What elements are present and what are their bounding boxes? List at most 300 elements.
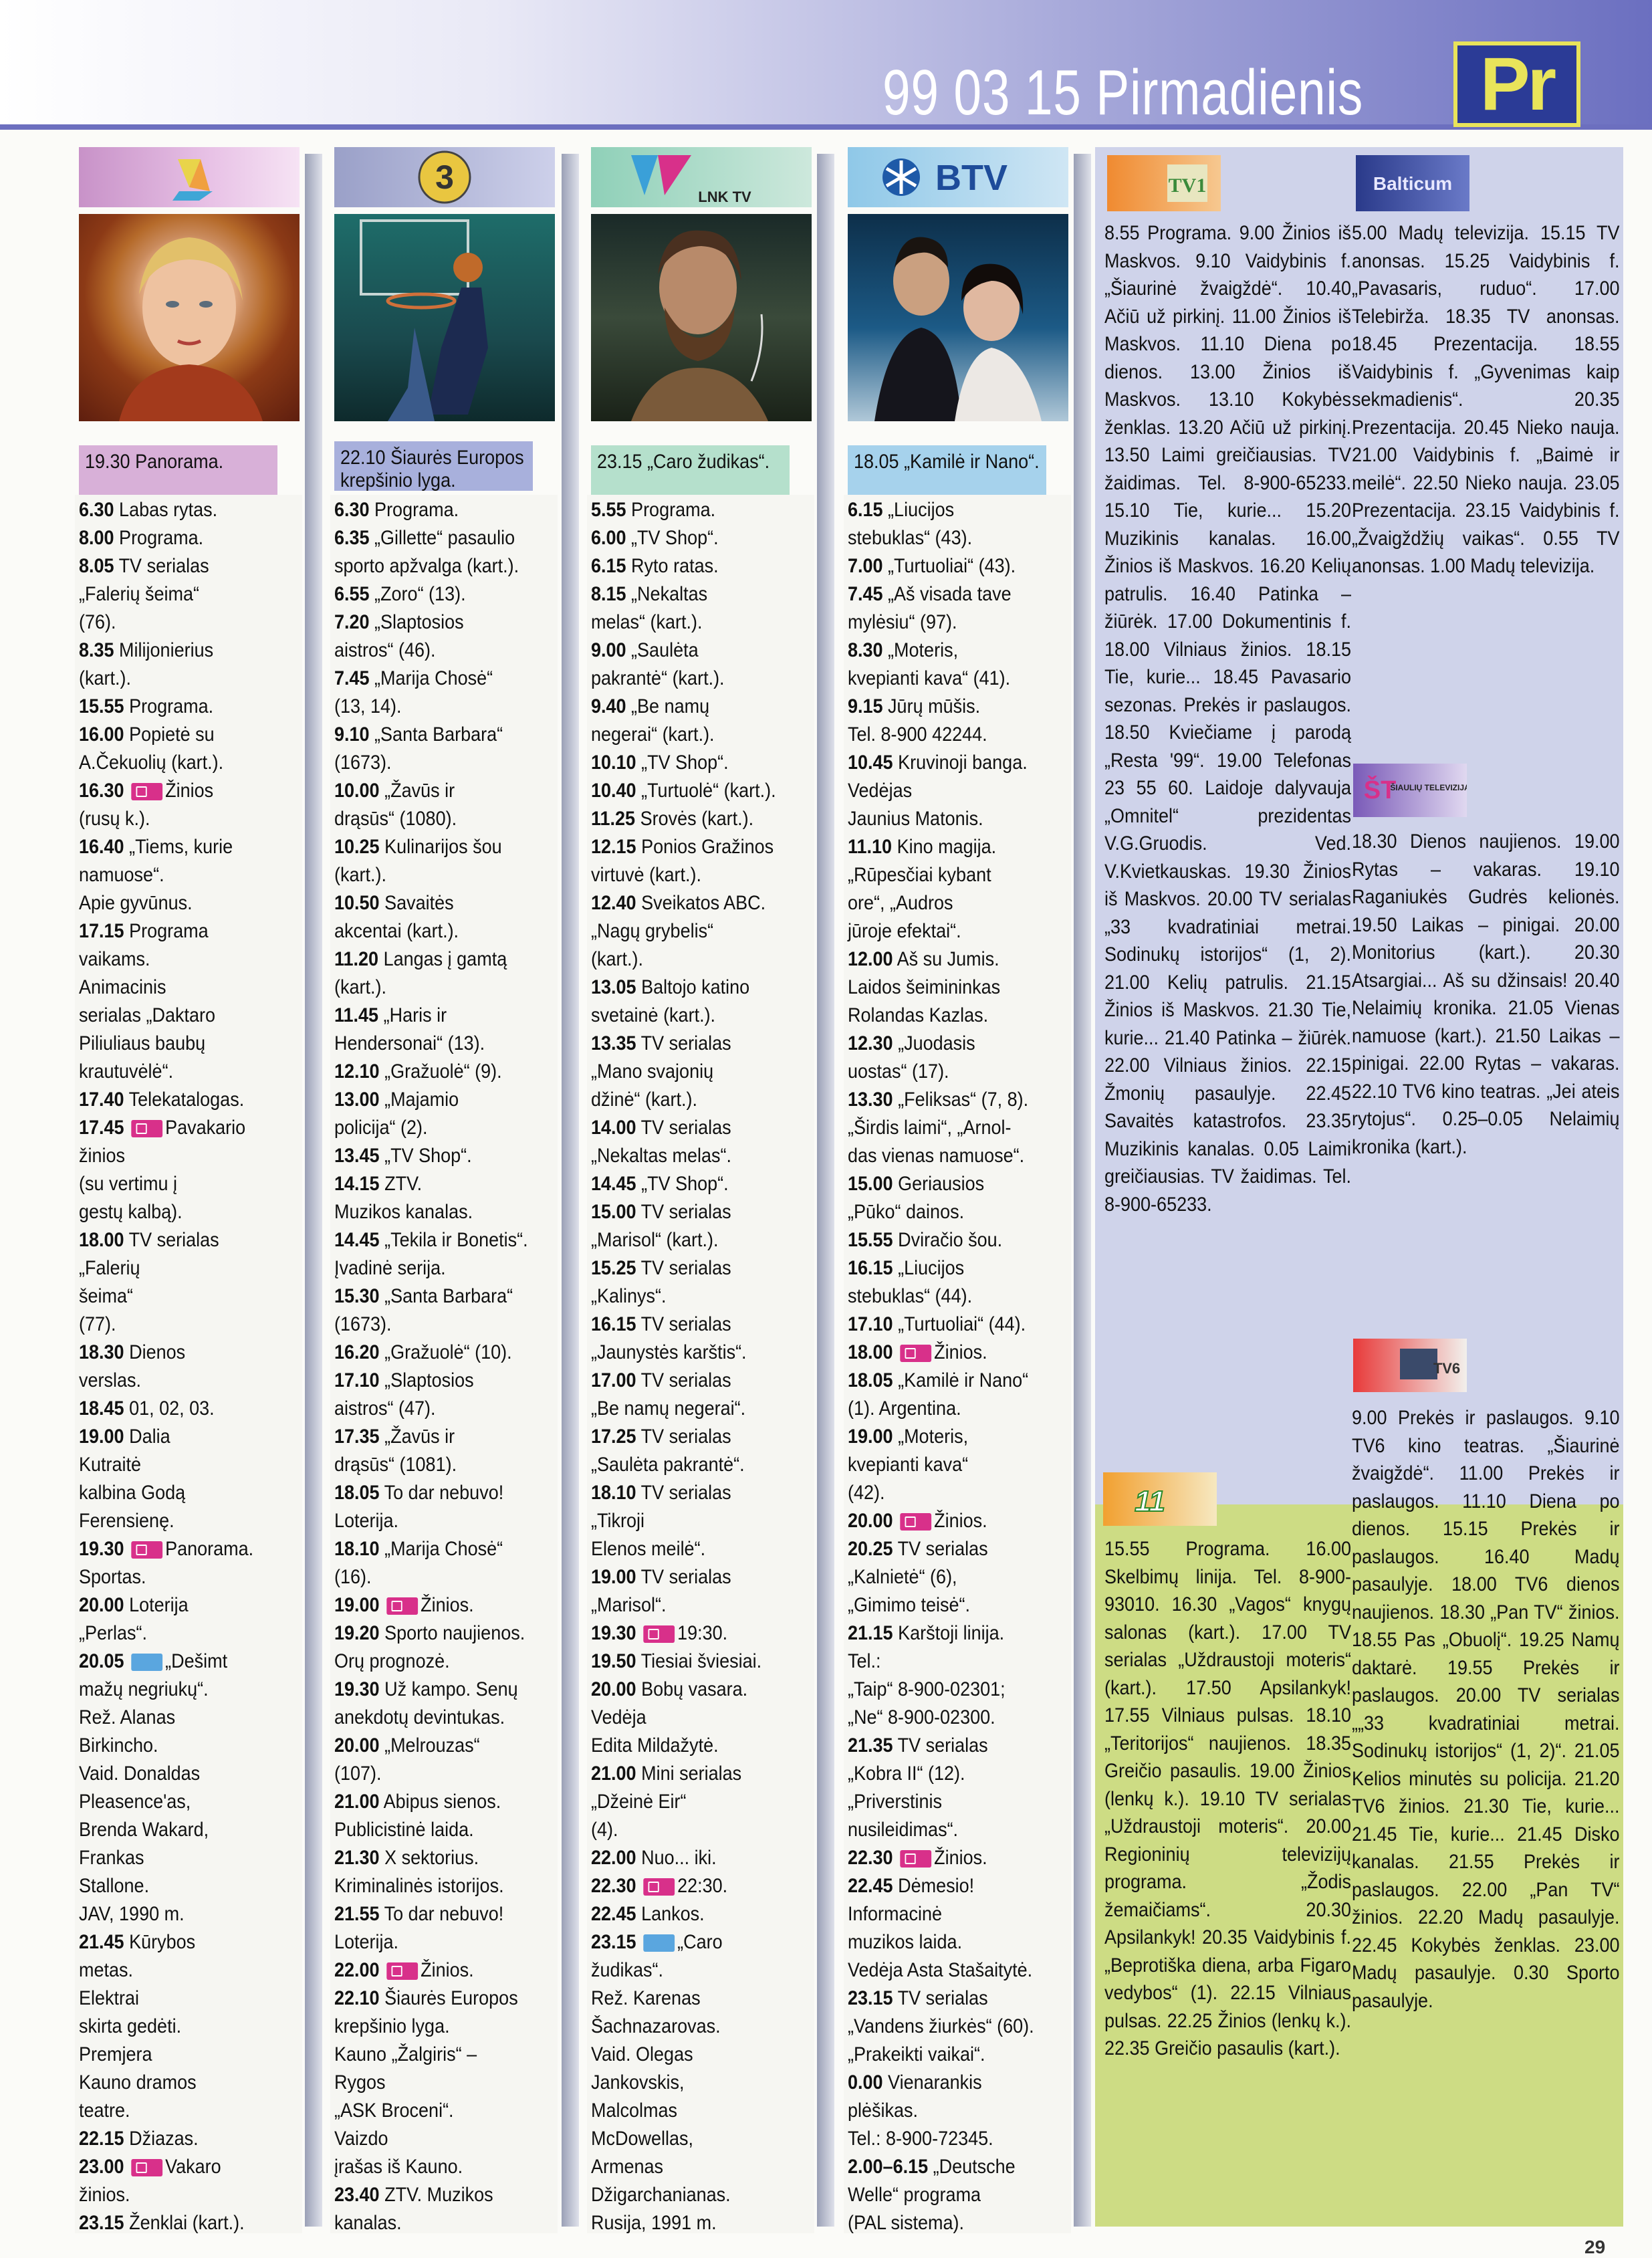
schedule-entry [591, 1619, 814, 1648]
entry-title: ZTV. Muzikos kanalas. [334, 1173, 473, 1223]
schedule-entry [591, 833, 814, 889]
siauliu-tv-logo [1353, 764, 1467, 817]
svg-text:TV1: TV1 [1168, 175, 1207, 197]
news-tv-icon [644, 1878, 675, 1896]
schedule-entry [334, 1339, 557, 1367]
entry-time: 23.15 [79, 2212, 124, 2234]
entry-time: 20.05 [79, 1650, 124, 1672]
schedule-entry [591, 1928, 814, 2237]
entry-time: 17.10 [334, 1369, 380, 1391]
entry-time: 22.45 [848, 1875, 893, 1897]
schedule-entry [848, 1535, 1070, 1619]
schedule-entry [591, 1872, 814, 1900]
entry-time: 19.00 [591, 1566, 636, 1588]
schedule-entry [79, 777, 296, 833]
schedule-entry [334, 1367, 557, 1423]
schedule-entry [334, 1226, 557, 1282]
news-tv-icon [132, 1541, 163, 1559]
schedule-entry [848, 1339, 1070, 1367]
film-icon [644, 1934, 675, 1952]
entry-title: „TV Shop“. [631, 527, 719, 549]
schedule-entry [848, 1367, 1070, 1423]
entry-title: TV serialas „Jaunystės karštis“. [591, 1313, 747, 1363]
svg-text:ŠT: ŠT [1363, 776, 1397, 804]
entry-time: 6.15 [848, 499, 883, 521]
entry-title: „Dešimt mažų negriukų“. Rež. Alanas Birkincho. Vaid. Donaldas Pleasence'as, Brenda Wakard, Frankas Stallone. JAV, 1990 m. [79, 1650, 228, 1925]
entry-title: Tiesiai šviesiai. [640, 1650, 762, 1672]
entry-time: 13.30 [848, 1089, 893, 1111]
entry-time: 9.15 [848, 695, 883, 717]
entry-title: Kūrybos metas. Elektrai skirta gedėti. Premjera Kauno dramos teatre. [79, 1931, 197, 2122]
entry-time: 10.25 [334, 836, 380, 858]
schedule-entry [591, 496, 814, 524]
entry-title: Žinios. [934, 1341, 987, 1363]
tv1-logo [1107, 155, 1221, 211]
entry-time: 6.55 [334, 583, 370, 605]
lnk-caption: 23.15 „Caro žudikas“. [591, 445, 790, 495]
entry-title: Dviračio šou. [898, 1229, 1003, 1251]
schedule-entry [334, 1788, 557, 1844]
entry-time: 14.00 [591, 1117, 636, 1139]
entry-title: Programa vaikams. Animacinis serialas „Daktaro Piliuliaus baubų krautuvėlė“. [79, 920, 216, 1083]
portrait-image [79, 214, 300, 421]
entry-time: 21.00 [591, 1763, 636, 1785]
news-tv-icon [644, 1625, 675, 1643]
header-band [0, 0, 1652, 127]
schedule-entry [848, 945, 1070, 1030]
entry-time: 19.50 [591, 1650, 636, 1672]
entry-title: Pavakario žinios (su vertimu į gestų kalbą). [79, 1117, 246, 1223]
tv3-photo [334, 214, 555, 421]
entry-time: 19.30 [79, 1538, 124, 1560]
entry-title: „Turtuolė“ (kart.). [641, 780, 776, 802]
entry-title: Žinios. [421, 1594, 474, 1616]
entry-time: 13.45 [334, 1145, 380, 1167]
entry-title: Popietė su A.Čekuolių (kart.). [79, 723, 224, 774]
entry-title: Sporto naujienos. Orų prognozė. [334, 1622, 525, 1672]
schedule-entry [591, 1198, 814, 1254]
entry-time: 22.15 [79, 2128, 124, 2150]
entry-title: Geriausios „Pūko“ dainos. [848, 1173, 985, 1223]
weekday-badge: Pr [1453, 41, 1580, 127]
entry-time: 8.35 [79, 639, 114, 661]
btv-caption: 18.05 „Kamilė ir Nano“. [848, 445, 1046, 495]
entry-time: 12.00 [848, 948, 893, 970]
entry-time: 7.45 [334, 667, 370, 689]
schedule-entry [334, 1732, 557, 1788]
entry-time: 18.00 [848, 1341, 893, 1363]
schedule-entry [334, 945, 557, 1002]
entry-time: 16.20 [334, 1341, 380, 1363]
entry-title: TV serialas „Kalnietė“ (6), „Gimimo teisė“. [848, 1538, 988, 1616]
entry-title: Nuo... iki. [641, 1847, 717, 1869]
entry-title: Žinios. [934, 1847, 987, 1869]
entry-title: Dėmesio! Informacinė muzikos laida. Vedėja Asta Stašaitytė. [848, 1875, 1033, 1981]
entry-title: Žinios (rusų k.). [79, 780, 214, 830]
entry-title: „Santa Barbara“ (1673). [334, 723, 503, 774]
schedule-entry [79, 2209, 296, 2237]
page-number: 29 [1584, 2237, 1606, 2257]
entry-time: 20.00 [334, 1734, 380, 1757]
schedule-entry [334, 1282, 557, 1339]
schedule-entry [334, 1086, 557, 1142]
entry-title: Baltojo katino svetainė (kart.). [591, 976, 750, 1026]
tv3-caption: 22.10 Šiaurės Europos krepšinio lyga. [334, 441, 533, 491]
entry-title: „Santa Barbara“ (1673). [334, 1285, 513, 1335]
entry-time: 23.15 [591, 1931, 636, 1953]
schedule-entry [591, 1114, 814, 1170]
entry-time: 17.15 [79, 920, 124, 942]
schedule-entry [334, 721, 557, 777]
schedule-entry [334, 777, 557, 833]
entry-time: 23.00 [79, 2156, 124, 2178]
schedule-entry [79, 1395, 296, 1423]
entry-time: 14.45 [591, 1173, 636, 1195]
news-tv-icon [132, 2159, 163, 2176]
schedule-entry [334, 1900, 557, 1956]
schedule-entry [334, 496, 557, 524]
schedule-entry [79, 1928, 296, 2125]
entry-time: 17.10 [848, 1313, 893, 1335]
entry-time: 19.00 [334, 1594, 380, 1616]
page-date-title: 99 03 15 Pirmadienis [882, 57, 1364, 128]
schedule-entry [79, 1591, 296, 1648]
entry-time: 12.10 [334, 1060, 380, 1083]
entry-time: 13.00 [334, 1089, 380, 1111]
balticum-logo [1356, 155, 1469, 211]
schedule-entry [848, 1619, 1070, 1732]
schedule-entry [79, 1423, 296, 1535]
entry-title: Džiazas. [129, 2128, 199, 2150]
entry-time: 15.30 [334, 1285, 380, 1307]
entry-title: Jūrų mūšis. Tel. 8-900 42244. [848, 695, 987, 746]
ltv-caption: 19.30 Panorama. [79, 445, 277, 495]
schedule-entry [334, 1985, 557, 2181]
schedule-entry [334, 1058, 557, 1086]
schedule-entry [334, 1956, 557, 1985]
entry-title: TV serialas „Be namų negerai“. [591, 1369, 746, 1420]
schedule-entry [79, 2125, 296, 2153]
entry-title: TV serialas „Vandens žiurkės“ (60). „Prakeikti vaikai“. [848, 1987, 1034, 2065]
svg-text:BTV: BTV [935, 158, 1008, 198]
entry-title: Ponios Gražinos virtuvė (kart.). [591, 836, 774, 886]
schedule-entry [79, 1086, 296, 1114]
schedule-entry [591, 524, 814, 552]
entry-time: 18.00 [79, 1229, 124, 1251]
entry-time: 21.55 [334, 1903, 380, 1925]
schedule-entry [848, 1226, 1070, 1254]
entry-time: 18.10 [591, 1482, 636, 1504]
balticum-schedule: 5.00 Madų televizija. 15.15 TV anonsas. 15.25 Vaidybinis f. „Pavasaris, ruduo“. 17.00 Telebirža. 18.35 TV anonsas. 18.45 Prezentacija. 18.55 Vaidybinis f. „Gyvenimas kaip sekmadienis“. 20.35 Prezentacija. 20.45 Nieko nauja. 21.00 Vaidybinis f. „Baimė ir meilė“. 22.50 Nieko nauja. 23.05 Prezentacija. 23.15 Vaidybinis f. „Žvaigždžių vaikas“. 0.55 TV anonsas. 1.00 Madų televizija. [1352, 222, 1620, 577]
schedule-entry [334, 889, 557, 945]
entry-title: Programa. [631, 499, 716, 521]
entry-title: ZTV. Muzikos kanalas. [334, 2184, 493, 2234]
entry-title: „TV Shop“. [641, 1173, 729, 1195]
entry-time: 17.40 [79, 1089, 124, 1111]
entry-time: 15.00 [848, 1173, 893, 1195]
entry-time: 11.10 [848, 836, 893, 858]
schedule-entry [848, 1872, 1070, 1985]
schedule-entry [334, 2181, 557, 2237]
entry-time: 7.45 [848, 583, 883, 605]
schedule-entry [79, 833, 296, 917]
schedule-entry [848, 1030, 1070, 1086]
schedule-entry [79, 693, 296, 721]
entry-time: 19.00 [79, 1426, 124, 1448]
entry-title: Kino magija. „Rūpesčiai kybant ore“, „Audros jūroje efektai“. [848, 836, 997, 942]
entry-title: „Zoro“ (13). [374, 583, 466, 605]
entry-time: 22.00 [334, 1959, 380, 1981]
entry-title: TV serialas „Tikroji Elenos meilė“. [591, 1482, 731, 1560]
entry-title: „Slaptosios aistros“ (47). [334, 1369, 474, 1420]
lnk-logo-icon [591, 147, 812, 207]
ltv-schedule [79, 496, 296, 2258]
entry-title: Mini serialas „Džeinė Eir“ (4). [591, 1763, 742, 1841]
entry-time: 16.30 [79, 780, 124, 802]
entry-title: „Gražuolė“ (10). [384, 1341, 512, 1363]
entry-time: 21.15 [848, 1622, 893, 1644]
entry-title: „Gražuolė“ (9). [384, 1060, 502, 1083]
btv-logo-icon [848, 147, 1068, 207]
entry-time: 16.15 [848, 1257, 893, 1279]
entry-title: Programa. [119, 527, 204, 549]
col-divider [562, 154, 579, 2227]
entry-title: „Tiems, kurie namuose“. Apie gyvūnus. [79, 836, 233, 914]
entry-title: X sektorius. Kriminalinės istorijos. [334, 1847, 504, 1897]
news-tv-icon [901, 1850, 932, 1868]
entry-title: „Marija Chosė“ (13, 14). [334, 667, 493, 717]
entry-time: 20.00 [591, 1678, 636, 1700]
col-divider [1074, 154, 1091, 2227]
lnk-logo [591, 147, 812, 207]
entry-title: Bobų vasara. Vedėja Edita Mildažytė. [591, 1678, 748, 1757]
entry-time: 16.00 [79, 723, 124, 746]
entry-title: TV serialas „Kalinys“. [591, 1257, 731, 1307]
entry-title: Vienarankis plėšikas. Tel.: 8-900-72345. [848, 2071, 993, 2150]
entry-time: 17.45 [79, 1117, 124, 1139]
entry-time: 21.45 [79, 1931, 124, 1953]
entry-time: 8.30 [848, 639, 883, 661]
entry-time: 22.30 [848, 1847, 893, 1869]
schedule-entry [848, 580, 1070, 637]
entry-time: 6.15 [591, 555, 626, 577]
schedule-entry [591, 1563, 814, 1619]
schedule-entry [848, 749, 1070, 833]
schedule-entry [591, 1900, 814, 1928]
schedule-entry [591, 1030, 814, 1114]
header-rule [0, 124, 1652, 130]
entry-title: Kulinarijos šou (kart.). [334, 836, 502, 886]
entry-title: TV serialas „Mano svajonių džinė“ (kart.). [591, 1032, 731, 1111]
entry-time: 6.30 [79, 499, 114, 521]
entry-title: To dar nebuvo! Loterija. [334, 1903, 504, 1953]
col-divider [305, 154, 322, 2227]
entry-title: To dar nebuvo! Loterija. [334, 1482, 504, 1532]
schedule-entry [79, 496, 296, 524]
siauliu-schedule: 18.30 Dienos naujienos. 19.00 Rytas – vakaras. 19.10 Raganiukės Gudrės kelionės. 19.50 Laikas – pinigai. 20.00 Monitorius (kart.). 20.30 Atsargiai... Aš su džinsais! 20.40 Nelaimių kronika. 21.05 Vienas namuose (kart.). 21.50 Laikas – pinigai. 22.00 Rytas – vakaras. 22.10 TV6 kino teatras. „Jei ateis rytojus“. 0.25–0.05 Nelaimių kronika (kart.). [1352, 830, 1620, 1158]
entry-title: Savaitės akcentai (kart.). [334, 892, 459, 942]
schedule-entry [79, 637, 296, 693]
entry-title: Telekatalogas. [128, 1089, 245, 1111]
schedule-entry [848, 637, 1070, 693]
tv3-schedule [334, 496, 557, 2258]
entry-title: „Slaptosios aistros“ (46). [334, 611, 464, 661]
schedule-entry [334, 665, 557, 721]
entry-time: 17.35 [334, 1426, 380, 1448]
entry-time: 8.15 [591, 583, 626, 605]
entry-title: „Nekaltas melas“ (kart.). [591, 583, 708, 633]
entry-time: 10.50 [334, 892, 380, 914]
schedule-entry [334, 1844, 557, 1900]
schedule-entry [334, 1142, 557, 1170]
schedule-entry [848, 1254, 1070, 1311]
entry-title: TV serialas „Falerių šeima“ (76). [79, 555, 209, 633]
schedule-entry [848, 693, 1070, 749]
entry-title: Langas į gamtą (kart.). [334, 948, 507, 998]
entry-time: 10.40 [591, 780, 636, 802]
balticum-logo-icon [1356, 155, 1469, 211]
schedule-entry [848, 2153, 1070, 2237]
tv3-logo [334, 147, 555, 207]
entry-time: 8.00 [79, 527, 114, 549]
entry-time: 2.00–6.15 [848, 2156, 929, 2178]
schedule-entry [591, 1311, 814, 1367]
entry-title: TV serialas „Marisol“ (kart.). [591, 1201, 731, 1251]
regional-channels-panel [1095, 147, 1623, 2227]
schedule-entry [591, 1423, 814, 1479]
entry-time: 15.00 [591, 1201, 636, 1223]
entry-time: 19.30 [334, 1678, 380, 1700]
entry-time: 20.00 [79, 1594, 124, 1616]
entry-time: 21.35 [848, 1734, 893, 1757]
entry-time: 22.10 [334, 1987, 380, 2009]
schedule-entry [848, 1311, 1070, 1339]
entry-time: 11.20 [334, 948, 379, 970]
ltv-logo-icon [79, 147, 300, 207]
entry-title: TV serialas „Saulėta pakrantė“. [591, 1426, 745, 1476]
entry-time: 6.35 [334, 527, 370, 549]
schedule-entry [79, 1226, 296, 1339]
ltv-logo [79, 147, 300, 207]
schedule-entry [334, 580, 557, 608]
schedule-entry [591, 749, 814, 777]
entry-time: 15.25 [591, 1257, 636, 1279]
svg-text:ŠIAULIŲ TELEVIZIJA: ŠIAULIŲ TELEVIZIJA [1390, 783, 1467, 792]
entry-time: 19.30 [591, 1622, 636, 1644]
lnk-photo [591, 214, 812, 421]
entry-title: „Kamilė ir Nano“ (1). Argentina. [848, 1369, 1029, 1420]
entry-title: TV serialas „Kobra II“ (12). „Priverstinis nusileidimas“. [848, 1734, 988, 1841]
entry-title: „Žavūs ir drąsūs“ (1081). [334, 1426, 457, 1476]
schedule-entry [334, 1591, 557, 1619]
entry-title: 22:30. [677, 1875, 728, 1897]
tv6-schedule: 9.00 Prekės ir paslaugos. 9.10 TV6 kino teatras. „Šiaurinė žvaigždė“. 11.00 Prekės ir paslaugos. 11.10 Diena po dienos. 15.15 Prekės ir paslaugos. 16.40 Madų pasaulyje. 18.00 TV6 dienos naujienos. 18.30 „Pan TV“ žinios. 18.55 Pas „Obuolį“. 19.25 Namų daktarė. 19.55 Prekės ir paslaugos. 20.00 TV serialas „„33 kvadratiniai metrai. Sodinukų istorijos“ (1, 2)“. 21.05 Kelios minutės su policija. 21.20 TV6 žinios. 21.30 Tie, kurie... 21.45 Tie, kurie... 21.45 Disko kanalas. 21.55 Prekės ir paslaugos. 22.00 „Pan TV“ žinios. 22.20 Madų pasaulyje. 22.45 Kokybės ženklas. 23.00 Madų pasaulyje. 0.30 Sporto pasaulyje. [1352, 1407, 1620, 2012]
entry-title: Programa. [374, 499, 459, 521]
entry-title: Labas rytas. [119, 499, 218, 521]
entry-title: „Aš visada tave mylėsiu“ (97). [848, 583, 1012, 633]
svg-text:3: 3 [435, 158, 454, 196]
entry-time: 11.45 [334, 1004, 379, 1026]
schedule-entry [334, 833, 557, 889]
entry-title: Už kampo. Senų anekdotų devintukas. [334, 1678, 518, 1728]
schedule-entry [591, 1170, 814, 1198]
entry-time: 9.10 [334, 723, 370, 746]
tv6-logo [1353, 1339, 1467, 1392]
tv1-logo-icon [1107, 155, 1221, 211]
entry-title: „Deutsche Welle“ programa (PAL sistema). [848, 2156, 1016, 2234]
entry-time: 12.15 [591, 836, 636, 858]
siauliu-tv-logo-icon [1353, 764, 1467, 817]
schedule-entry [79, 524, 296, 552]
entry-title: „TV Shop“. [641, 752, 729, 774]
entry-time: 15.55 [79, 695, 124, 717]
entry-title: Kruvinoji banga. Vedėjas Jaunius Matonis. [848, 752, 1028, 830]
entry-title: „Juodasis uostas“ (17). [848, 1032, 975, 1083]
entry-time: 10.45 [848, 752, 893, 774]
schedule-entry [334, 1002, 557, 1058]
entry-time: 20.25 [848, 1538, 893, 1560]
schedule-entry [591, 1760, 814, 1844]
entry-title: „Turtuoliai“ (43). [888, 555, 1016, 577]
man-with-beard-image [591, 214, 812, 421]
schedule-entry [848, 833, 1070, 945]
news-tv-icon [901, 1345, 932, 1362]
svg-text:Balticum: Balticum [1373, 173, 1453, 194]
entry-title: „Liucijos stebuklas“ (43). [848, 499, 973, 549]
schedule-entry [334, 608, 557, 665]
entry-title: „Majamio policija“ (2). [334, 1089, 459, 1139]
schedule-entry [848, 1170, 1070, 1226]
entry-title: „TV Shop“. [384, 1145, 472, 1167]
schedule-entry [79, 917, 296, 1086]
entry-time: 12.40 [591, 892, 636, 914]
news-tv-icon [387, 1597, 419, 1615]
entry-time: 12.30 [848, 1032, 893, 1054]
schedule-entry [334, 1170, 557, 1226]
entry-title: Lankos. [641, 1903, 705, 1925]
btv-logo [848, 147, 1068, 207]
schedule-entry [848, 1086, 1070, 1170]
entry-time: 6.30 [334, 499, 370, 521]
schedule-entry [334, 1619, 557, 1676]
entry-title: Sveikatos ABC. „Nagų grybelis“ (kart.). [591, 892, 766, 970]
entry-title: „Feliksas“ (7, 8). „Širdis laimi“, „Arnol- das vienas namuose“. [848, 1089, 1029, 1167]
entry-time: 10.00 [334, 780, 380, 802]
entry-title: Abipus sienos. Publicistinė laida. [334, 1791, 501, 1841]
entry-title: Ryto ratas. [631, 555, 719, 577]
entry-title: „Melrouzas“ (107). [334, 1734, 480, 1785]
entry-time: 19.00 [848, 1426, 893, 1448]
entry-time: 9.40 [591, 695, 626, 717]
entry-time: 16.40 [79, 836, 124, 858]
entry-title: TV serialas „Marisol“. [591, 1566, 731, 1616]
lnk-schedule [591, 496, 814, 2258]
schedule-entry [79, 1339, 296, 1395]
btv-schedule [848, 496, 1070, 2258]
entry-time: 18.45 [79, 1397, 124, 1420]
entry-title: Programa. [129, 695, 214, 717]
entry-title: „Žavūs ir drąsūs“ (1080). [334, 780, 457, 830]
schedule-entry [79, 721, 296, 777]
couple-image [848, 214, 1068, 421]
entry-title: Karštoji linija. Tel.: „Taip“ 8-900-02301; „Ne“ 8-900-02300. [848, 1622, 1006, 1728]
schedule-entry [591, 889, 814, 974]
schedule-entry [334, 524, 557, 580]
entry-title: Ženklai (kart.). [129, 2212, 245, 2234]
entry-title: Šiaurės Europos krepšinio lyga. Kauno „Žalgiris“ – Rygos „ASK Broceni“. Vaizdo įrašas iš Kauno. [334, 1987, 518, 2178]
schedule-entry [591, 580, 814, 637]
schedule-entry [591, 974, 814, 1030]
